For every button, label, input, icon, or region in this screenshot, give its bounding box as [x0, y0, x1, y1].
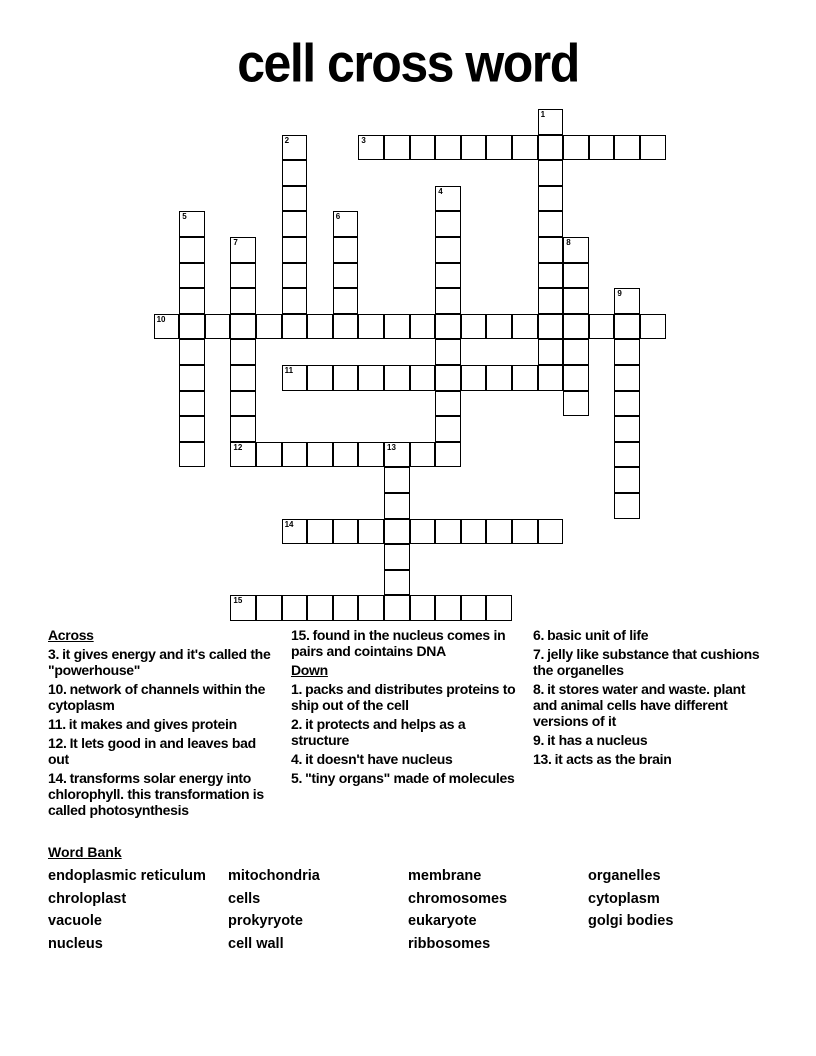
grid-cell[interactable]: [333, 595, 359, 621]
grid-cell[interactable]: [358, 135, 384, 161]
grid-cell[interactable]: [205, 314, 231, 340]
grid-cell[interactable]: [435, 263, 461, 289]
clue-down-4: [291, 751, 516, 767]
clue-across-12: [48, 735, 278, 767]
grid-cell[interactable]: [282, 135, 308, 161]
grid-cell[interactable]: [179, 211, 205, 237]
grid-cell[interactable]: [435, 365, 461, 391]
grid-cell[interactable]: [589, 314, 615, 340]
clue-number: 15.: [291, 627, 310, 643]
grid-cell[interactable]: [614, 135, 640, 161]
grid-cell[interactable]: [307, 314, 333, 340]
clue-number: 12.: [48, 735, 67, 751]
clue-text: found in the nucleus comes in pairs and cointains DNA: [291, 627, 506, 659]
word-bank-item: endoplasmic reticulum: [48, 868, 206, 884]
clues-column-3: [533, 627, 768, 770]
grid-cell[interactable]: [230, 442, 256, 468]
grid-cell[interactable]: [282, 211, 308, 237]
grid-cell[interactable]: [563, 391, 589, 417]
grid-cell[interactable]: [358, 442, 384, 468]
grid-cell[interactable]: [179, 391, 205, 417]
grid-cell[interactable]: [486, 519, 512, 545]
grid-cell[interactable]: [410, 365, 436, 391]
grid-cell[interactable]: [614, 442, 640, 468]
grid-cell[interactable]: [307, 442, 333, 468]
grid-cell[interactable]: [486, 314, 512, 340]
word-bank-item: membrane: [408, 868, 482, 884]
grid-cell[interactable]: [358, 595, 384, 621]
clue-number: 8.: [533, 681, 545, 697]
grid-cell[interactable]: [307, 595, 333, 621]
cell-number: 7: [233, 238, 238, 247]
cell-number: 10: [156, 314, 166, 324]
grid-cell[interactable]: [435, 186, 461, 212]
clue-across-14: [48, 770, 278, 818]
clue-number: 7.: [533, 646, 545, 662]
clue-text: network of channels within the cytoplasm: [48, 681, 266, 713]
grid-cell[interactable]: [538, 211, 564, 237]
clue-text: it makes and gives protein: [68, 716, 237, 732]
grid-cell[interactable]: [563, 135, 589, 161]
grid-cell[interactable]: [410, 442, 436, 468]
grid-cell[interactable]: [282, 314, 308, 340]
word-bank-item: chromosomes: [408, 890, 508, 907]
word-bank-item: ribbosomes: [408, 935, 491, 952]
grid-cell[interactable]: [435, 595, 461, 621]
grid-cell[interactable]: [307, 519, 333, 545]
word-bank-item: cells: [228, 890, 261, 907]
clues-column-2: [291, 627, 516, 789]
grid-cell[interactable]: [282, 237, 308, 263]
grid-cell[interactable]: [358, 365, 384, 391]
cell-number: 3: [361, 135, 366, 145]
grid-cell[interactable]: [589, 135, 615, 161]
grid-cell[interactable]: [614, 467, 640, 493]
grid-cell[interactable]: [614, 416, 640, 442]
grid-cell[interactable]: [256, 442, 282, 468]
grid-cell[interactable]: [435, 237, 461, 263]
grid-cell[interactable]: [563, 288, 589, 314]
cell-number: 9: [617, 289, 622, 299]
grid-cell[interactable]: [461, 519, 487, 545]
grid-cell[interactable]: [410, 595, 436, 621]
grid-cell[interactable]: [538, 288, 564, 314]
grid-cell[interactable]: [384, 493, 410, 519]
clue-down-5: [291, 770, 516, 786]
cell-number: 15: [233, 596, 243, 606]
grid-cell[interactable]: [435, 391, 461, 417]
clue-text: packs and distributes proteins to ship out of the cell: [291, 681, 516, 713]
clue-number: 14.: [48, 770, 67, 786]
clue-number: 3.: [48, 646, 60, 662]
cell-number: 1: [540, 110, 546, 119]
down-heading: Down: [291, 662, 328, 678]
grid-cell[interactable]: [333, 442, 359, 468]
grid-cell[interactable]: [282, 160, 308, 186]
clue-number: 9.: [533, 732, 545, 748]
grid-cell[interactable]: [384, 467, 410, 493]
grid-cell[interactable]: [538, 109, 564, 135]
grid-cell[interactable]: [230, 288, 256, 314]
word-bank-item: vacuole: [48, 913, 102, 929]
grid-cell[interactable]: [358, 519, 384, 545]
clues-column-1: [48, 627, 278, 821]
word-bank-item: cytoplasm: [588, 890, 660, 907]
grid-cell[interactable]: [282, 519, 308, 545]
grid-cell[interactable]: [435, 211, 461, 237]
grid-cell[interactable]: [230, 391, 256, 417]
clue-across-11: [48, 716, 278, 732]
grid-cell[interactable]: [435, 288, 461, 314]
grid-cell[interactable]: [230, 416, 256, 442]
clue-down-13: [533, 751, 768, 767]
grid-cell[interactable]: [461, 595, 487, 621]
grid-cell[interactable]: [384, 595, 410, 621]
cell-number: 4: [438, 186, 443, 196]
cell-number: 8: [566, 238, 571, 247]
grid-cell[interactable]: [538, 519, 564, 545]
word-bank-item: chroloplast: [48, 890, 127, 907]
grid-cell[interactable]: [512, 365, 538, 391]
word-bank-item: mitochondria: [228, 868, 320, 884]
grid-cell[interactable]: [384, 519, 410, 545]
grid-cell[interactable]: [179, 339, 205, 365]
grid-cell[interactable]: [282, 365, 308, 391]
grid-cell[interactable]: [486, 135, 512, 161]
clue-text: "tiny organs" made of molecules: [305, 770, 515, 786]
grid-cell[interactable]: [614, 314, 640, 340]
across-heading: Across: [48, 627, 94, 643]
grid-cell[interactable]: [640, 135, 666, 161]
grid-cell[interactable]: [461, 365, 487, 391]
grid-cell[interactable]: [512, 314, 538, 340]
clue-across-15: [291, 627, 516, 659]
grid-cell[interactable]: [563, 237, 589, 263]
clue-text: it doesn't have nucleus: [305, 751, 453, 767]
clue-text: basic unit of life: [547, 627, 649, 643]
grid-cell[interactable]: [256, 314, 282, 340]
grid-cell[interactable]: [179, 314, 205, 340]
grid-cell[interactable]: [384, 135, 410, 161]
grid-cell[interactable]: [512, 519, 538, 545]
grid-cell[interactable]: [230, 339, 256, 365]
grid-cell[interactable]: [435, 519, 461, 545]
grid-cell[interactable]: [179, 416, 205, 442]
grid-cell[interactable]: [563, 339, 589, 365]
grid-cell[interactable]: [538, 135, 564, 161]
clue-text: it gives energy and it's called the "powerhouse": [48, 646, 271, 678]
grid-cell[interactable]: [538, 186, 564, 212]
clue-text: transforms solar energy into chlorophyll. this transformation is called photosynthesis: [48, 770, 264, 818]
grid-cell[interactable]: [154, 314, 180, 340]
grid-cell[interactable]: [333, 365, 359, 391]
cell-number: 12: [233, 442, 243, 452]
grid-cell[interactable]: [614, 391, 640, 417]
clue-text: it has a nucleus: [547, 732, 648, 748]
grid-cell[interactable]: [282, 263, 308, 289]
cell-number: 14: [284, 519, 294, 529]
grid-cell[interactable]: [230, 237, 256, 263]
clue-number: 1.: [291, 681, 303, 697]
grid-cell[interactable]: [512, 135, 538, 161]
grid-cell[interactable]: [614, 493, 640, 519]
clue-number: 10.: [48, 681, 67, 697]
clue-down-6: [533, 627, 768, 643]
grid-cell[interactable]: [410, 314, 436, 340]
word-bank-heading: Word Bank: [48, 844, 122, 860]
grid-cell[interactable]: [384, 442, 410, 468]
word-bank-item: cell wall: [228, 935, 284, 952]
grid-cell[interactable]: [435, 442, 461, 468]
grid-cell[interactable]: [179, 263, 205, 289]
cell-number: 5: [182, 212, 187, 222]
grid-cell[interactable]: [384, 570, 410, 596]
grid-cell[interactable]: [384, 544, 410, 570]
grid-cell[interactable]: [282, 288, 308, 314]
clue-down-9: [533, 732, 768, 748]
grid-cell[interactable]: [563, 365, 589, 391]
clue-across-3: [48, 646, 278, 678]
clue-number: 6.: [533, 627, 545, 643]
grid-cell[interactable]: [538, 237, 564, 263]
grid-cell[interactable]: [333, 211, 359, 237]
grid-cell[interactable]: [435, 339, 461, 365]
grid-cell[interactable]: [282, 595, 308, 621]
grid-cell[interactable]: [230, 365, 256, 391]
word-bank-item: organelles: [588, 868, 661, 884]
grid-cell[interactable]: [179, 288, 205, 314]
grid-cell[interactable]: [538, 339, 564, 365]
grid-cell[interactable]: [435, 416, 461, 442]
clue-text: it acts as the brain: [554, 751, 672, 767]
grid-cell[interactable]: [384, 314, 410, 340]
clue-number: 4.: [291, 751, 303, 767]
grid-cell[interactable]: [538, 314, 564, 340]
clue-down-2: [291, 716, 516, 748]
word-bank-item: nucleus: [48, 935, 103, 952]
word-bank-item: eukaryote: [408, 913, 477, 929]
grid-cell[interactable]: [358, 314, 384, 340]
grid-cell[interactable]: [230, 595, 256, 621]
grid-cell[interactable]: [230, 314, 256, 340]
grid-cell[interactable]: [179, 237, 205, 263]
grid-cell[interactable]: [486, 595, 512, 621]
grid-cell[interactable]: [614, 339, 640, 365]
grid-cell[interactable]: [563, 314, 589, 340]
clue-down-7: [533, 646, 768, 678]
clue-down-1: [291, 681, 516, 713]
grid-cell[interactable]: [538, 365, 564, 391]
grid-cell[interactable]: [435, 314, 461, 340]
grid-cell[interactable]: [333, 237, 359, 263]
grid-cell[interactable]: [614, 288, 640, 314]
grid-cell[interactable]: [333, 263, 359, 289]
grid-cell[interactable]: [461, 135, 487, 161]
clue-number: 5.: [291, 770, 303, 786]
grid-cell[interactable]: [282, 442, 308, 468]
grid-cell[interactable]: [435, 135, 461, 161]
cell-number: 11: [284, 366, 294, 375]
clue-number: 2.: [291, 716, 303, 732]
grid-cell[interactable]: [486, 365, 512, 391]
cell-number: 6: [335, 212, 341, 222]
clue-text: jelly like substance that cushions the organelles: [533, 646, 760, 678]
grid-cell[interactable]: [614, 365, 640, 391]
clue-down-8: [533, 681, 768, 729]
word-bank-item: golgi bodies: [588, 913, 674, 929]
grid-cell[interactable]: [333, 519, 359, 545]
clue-text: It lets good in and leaves bad out: [48, 735, 256, 767]
clue-text: it stores water and waste. plant and animal cells have different versions of it: [533, 681, 746, 729]
grid-cell[interactable]: [179, 442, 205, 468]
grid-cell[interactable]: [282, 186, 308, 212]
page-title: cell cross word: [237, 32, 579, 94]
grid-cell[interactable]: [640, 314, 666, 340]
grid-cell[interactable]: [333, 288, 359, 314]
grid-cell[interactable]: [538, 263, 564, 289]
cell-number: 13: [387, 442, 396, 452]
clue-number: 11.: [48, 716, 66, 732]
clue-text: it protects and helps as a structure: [291, 716, 466, 748]
clue-number: 13.: [533, 751, 552, 767]
grid-cell[interactable]: [410, 135, 436, 161]
grid-cell[interactable]: [410, 519, 436, 545]
grid-cell[interactable]: [256, 595, 282, 621]
word-bank-item: prokyryote: [228, 913, 303, 929]
cell-number: 2: [284, 135, 290, 145]
clue-across-10: [48, 681, 278, 713]
grid-cell[interactable]: [384, 365, 410, 391]
grid-cell[interactable]: [563, 263, 589, 289]
grid-cell[interactable]: [307, 365, 333, 391]
grid-cell[interactable]: [461, 314, 487, 340]
grid-cell[interactable]: [333, 314, 359, 340]
grid-cell[interactable]: [538, 160, 564, 186]
grid-cell[interactable]: [230, 263, 256, 289]
grid-cell[interactable]: [179, 365, 205, 391]
